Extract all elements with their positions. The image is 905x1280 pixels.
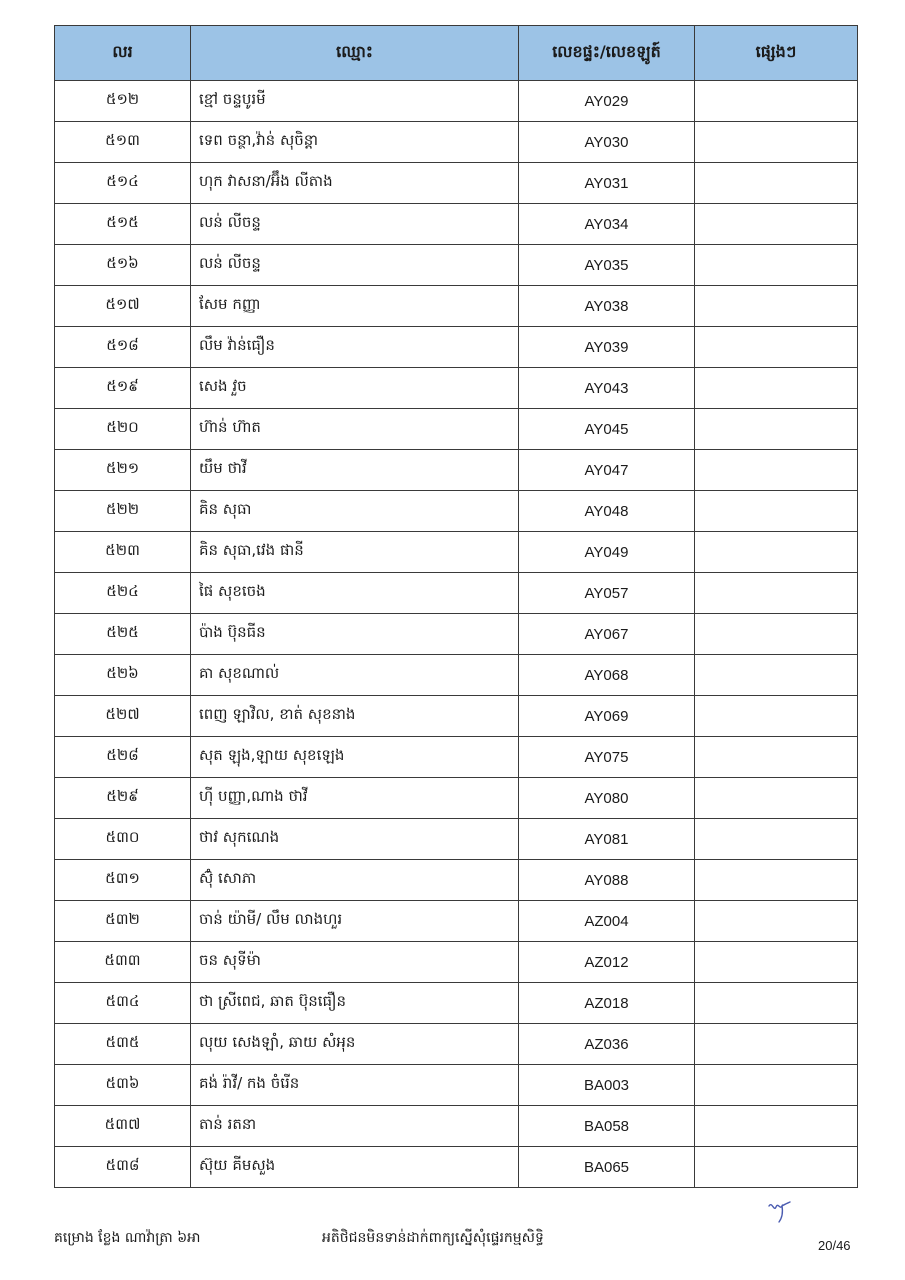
cell-number: ៥១៩ [55,368,191,409]
table-row [55,532,858,573]
cell-name: ថាវ សុកណេង [191,819,519,860]
cell-other [695,286,858,327]
cell-other [695,819,858,860]
cell-number: ៥៣៦ [55,1065,191,1106]
cell-other [695,655,858,696]
cell-name: លុយ សេងឡាំ, ឆាយ សំអុន [191,1024,519,1065]
cell-house-lot-number: AY030 [519,122,695,163]
cell-house-lot-number: AY031 [519,163,695,204]
cell-number: ៥១៣ [55,122,191,163]
cell-house-lot-number: AZ012 [519,942,695,983]
cell-number: ៥២០ [55,409,191,450]
cell-name: ខ្មៅ ចន្ទបូរមី [191,81,519,122]
cell-number: ៥១៥ [55,204,191,245]
cell-house-lot-number: AY045 [519,409,695,450]
cell-name: សេង វួច [191,368,519,409]
table-row [55,655,858,696]
table-row [55,983,858,1024]
cell-house-lot-number: AY067 [519,614,695,655]
table-row [55,614,858,655]
cell-number: ៥២៥ [55,614,191,655]
cell-number: ៥២៦ [55,655,191,696]
cell-other [695,450,858,491]
cell-number: ៥៣៤ [55,983,191,1024]
cell-house-lot-number: AZ004 [519,901,695,942]
cell-house-lot-number: BA065 [519,1147,695,1188]
cell-house-lot-number: AY068 [519,655,695,696]
cell-other [695,983,858,1024]
cell-number: ៥២១ [55,450,191,491]
table-row [55,737,858,778]
cell-name: លន់ លីចន្ទ [191,204,519,245]
cell-house-lot-number: AY069 [519,696,695,737]
table-row [55,1147,858,1188]
cell-other [695,778,858,819]
signature-mark [766,1198,792,1224]
cell-number: ៥២៩ [55,778,191,819]
table-row [55,450,858,491]
table-row [55,245,858,286]
cell-house-lot-number: BA003 [519,1065,695,1106]
cell-name: ចន សុទីម៉ា [191,942,519,983]
cell-house-lot-number: AY081 [519,819,695,860]
cell-house-lot-number: AY029 [519,81,695,122]
cell-other [695,327,858,368]
cell-other [695,81,858,122]
cell-house-lot-number: AZ018 [519,983,695,1024]
cell-house-lot-number: AY039 [519,327,695,368]
cell-name: ហ៊ាន់ ហ៊ាត [191,409,519,450]
footer-caption: អតិថិជនមិនទាន់ដាក់ពាក្យស្នើសុំផ្ទេរកម្មសិទ្ធិ [322,1230,544,1246]
cell-number: ៥៣០ [55,819,191,860]
table-row [55,942,858,983]
cell-name: ចាន់ យ៉ាមី/ លឹម លាងហួរ [191,901,519,942]
cell-number: ៥៣២ [55,901,191,942]
header-number: លរ [55,26,191,81]
cell-other [695,573,858,614]
cell-other [695,1024,858,1065]
table-row [55,819,858,860]
cell-name: លឹម វ៉ាន់ធឿន [191,327,519,368]
cell-name: ថា ស្រីពេជ, ឆាត ប៊ុនធឿន [191,983,519,1024]
cell-name: ទេព ចន្ថា,វ៉ាន់ សុចិន្តា [191,122,519,163]
cell-number: ៥១២ [55,81,191,122]
table-row [55,491,858,532]
cell-name: ផៃ សុខចេង [191,573,519,614]
cell-name: តាន់ រតនា [191,1106,519,1147]
cell-name: សែម កញ្ញា [191,286,519,327]
cell-number: ៥២៨ [55,737,191,778]
cell-other [695,204,858,245]
cell-number: ៥៣៥ [55,1024,191,1065]
cell-other [695,245,858,286]
cell-house-lot-number: AY047 [519,450,695,491]
page-number: 20/46 [818,1238,851,1253]
cell-house-lot-number: AY035 [519,245,695,286]
cell-number: ៥២៤ [55,573,191,614]
cell-house-lot-number: AY049 [519,532,695,573]
table-row [55,286,858,327]
table-row [55,1024,858,1065]
table-row [55,901,858,942]
cell-other [695,122,858,163]
cell-number: ៥២៧ [55,696,191,737]
cell-other [695,901,858,942]
cell-name: ស៊ុយ គីមសួង [191,1147,519,1188]
cell-other [695,614,858,655]
cell-name: គិន សុធា,វេង ផានី [191,532,519,573]
cell-house-lot-number: AY043 [519,368,695,409]
cell-name: គា សុខណាល់ [191,655,519,696]
cell-name: សុត ឡុង,ឡាយ សុខឡេង [191,737,519,778]
cell-number: ៥១៧ [55,286,191,327]
table-row [55,122,858,163]
cell-number: ៥៣៨ [55,1147,191,1188]
cell-house-lot-number: AY048 [519,491,695,532]
table-row [55,81,858,122]
cell-other [695,532,858,573]
cell-house-lot-number: AY038 [519,286,695,327]
cell-house-lot-number: AY080 [519,778,695,819]
cell-other [695,696,858,737]
cell-other [695,1147,858,1188]
cell-name: យឹម ថាវី [191,450,519,491]
cell-number: ៥១៨ [55,327,191,368]
cell-number: ៥១៤ [55,163,191,204]
cell-other [695,409,858,450]
table-row [55,1106,858,1147]
footer-project-name: គម្រោង ខ្លែង ណាវ៉ាត្រា ៦អា [54,1230,201,1246]
cell-house-lot-number: AY088 [519,860,695,901]
cell-number: ៥៣៣ [55,942,191,983]
cell-number: ៥៣៧ [55,1106,191,1147]
cell-name: ពេញ ឡាវិល, ខាត់ សុខនាង [191,696,519,737]
table-row [55,1065,858,1106]
cell-other [695,163,858,204]
cell-house-lot-number: AY075 [519,737,695,778]
table-row [55,573,858,614]
cell-name: គិន សុធា [191,491,519,532]
cell-other [695,1065,858,1106]
cell-other [695,1106,858,1147]
cell-other [695,491,858,532]
cell-house-lot-number: AY034 [519,204,695,245]
cell-other [695,368,858,409]
table-row [55,860,858,901]
cell-house-lot-number: AY057 [519,573,695,614]
table-body [55,81,858,1188]
cell-name: ប៉ាង ប៊ុនធីន [191,614,519,655]
cell-number: ៥២២ [55,491,191,532]
cell-name: ហ៊ី បញ្ញា,ណាង ថាវី [191,778,519,819]
header-name: ឈ្មោះ [191,26,519,81]
table-row [55,778,858,819]
header-other: ផ្សេងៗ [695,26,858,81]
table-row [55,327,858,368]
cell-number: ៥១៦ [55,245,191,286]
table-row [55,409,858,450]
cell-name: ហុក វាសនា/អ៊ឹង លីតាង [191,163,519,204]
customer-table [54,25,858,1188]
cell-other [695,737,858,778]
cell-other [695,942,858,983]
cell-name: លន់ លីចន្ទ [191,245,519,286]
table-row [55,204,858,245]
cell-name: គង់ រ៉ាវី/ កង ចំរើន [191,1065,519,1106]
cell-other [695,860,858,901]
cell-house-lot-number: BA058 [519,1106,695,1147]
cell-number: ៥២៣ [55,532,191,573]
cell-number: ៥៣១ [55,860,191,901]
cell-name: ស៊ុំ សោភា [191,860,519,901]
cell-house-lot-number: AZ036 [519,1024,695,1065]
table-row [55,368,858,409]
table-row [55,163,858,204]
table-row [55,696,858,737]
header-house-lot-number: លេខផ្ទះ/លេខឡូត៍ [519,26,695,81]
table-header-row [55,26,858,81]
